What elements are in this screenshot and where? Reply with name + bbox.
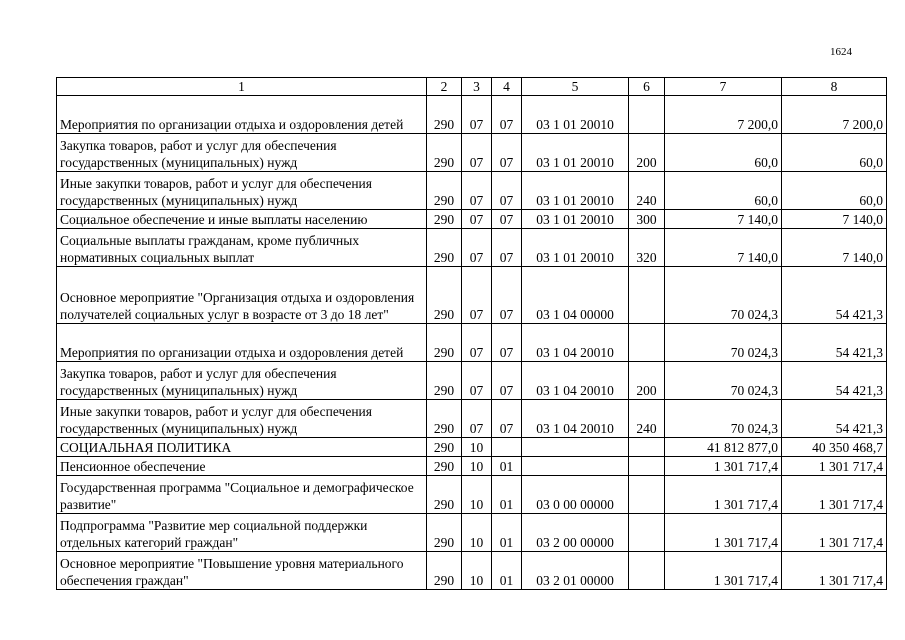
table-row: [57, 514, 887, 552]
budget-table: [56, 77, 887, 590]
row-target-article-cell: 03 1 04 20010: [522, 324, 629, 362]
row-expense-type-cell: [629, 514, 665, 552]
row-target-article-cell: 03 1 04 00000: [522, 267, 629, 324]
row-expense-type-cell: [629, 476, 665, 514]
row-admin-code-cell: 290: [427, 229, 462, 267]
row-admin-code-cell: 290: [427, 134, 462, 172]
table-row: [57, 324, 887, 362]
row-expense-type-cell: 240: [629, 172, 665, 210]
row-amount-2-cell: 54 421,3: [782, 400, 887, 438]
row-amount-2-cell: 1 301 717,4: [782, 514, 887, 552]
row-subsection-cell: 07: [492, 229, 522, 267]
row-admin-code-cell: 290: [427, 400, 462, 438]
row-subsection-cell: 01: [492, 552, 522, 590]
row-target-article-cell: 03 1 01 20010: [522, 134, 629, 172]
row-name-cell: Основное мероприятие "Организация отдыха и оздоровления получателей социальных услуг в возрасте от 3 до 18 лет": [57, 267, 427, 324]
table-row: [57, 229, 887, 267]
row-subsection-cell: 07: [492, 267, 522, 324]
row-name-cell: СОЦИАЛЬНАЯ ПОЛИТИКА: [57, 438, 427, 457]
row-expense-type-cell: [629, 552, 665, 590]
row-amount-2-cell: 1 301 717,4: [782, 457, 887, 476]
table-row: [57, 134, 887, 172]
row-amount-2-cell: 54 421,3: [782, 324, 887, 362]
row-section-cell: 07: [462, 362, 492, 400]
row-amount-1-cell: 1 301 717,4: [665, 552, 782, 590]
row-section-cell: 10: [462, 552, 492, 590]
row-admin-code-cell: 290: [427, 438, 462, 457]
table-row: [57, 476, 887, 514]
row-expense-type-cell: [629, 324, 665, 362]
page-number: 1624: [830, 46, 852, 58]
row-target-article-cell: 03 1 01 20010: [522, 96, 629, 134]
row-amount-1-cell: 7 200,0: [665, 96, 782, 134]
row-name-cell: Социальные выплаты гражданам, кроме публичных нормативных социальных выплат: [57, 229, 427, 267]
table-row: [57, 172, 887, 210]
row-expense-type-cell: [629, 267, 665, 324]
header-cell: 6: [629, 78, 665, 96]
table-header-row: [57, 78, 887, 96]
row-subsection-cell: 07: [492, 362, 522, 400]
table-row: [57, 267, 887, 324]
row-admin-code-cell: 290: [427, 457, 462, 476]
header-cell: 3: [462, 78, 492, 96]
row-amount-2-cell: 54 421,3: [782, 362, 887, 400]
row-name-cell: Подпрограмма "Развитие мер социальной поддержки отдельных категорий граждан": [57, 514, 427, 552]
header-cell: 2: [427, 78, 462, 96]
table-row: [57, 400, 887, 438]
row-admin-code-cell: 290: [427, 362, 462, 400]
row-subsection-cell: 01: [492, 514, 522, 552]
row-section-cell: 10: [462, 438, 492, 457]
header-cell: 8: [782, 78, 887, 96]
row-amount-1-cell: 1 301 717,4: [665, 514, 782, 552]
row-amount-1-cell: 70 024,3: [665, 400, 782, 438]
row-section-cell: 10: [462, 476, 492, 514]
row-target-article-cell: 03 1 04 20010: [522, 400, 629, 438]
row-subsection-cell: [492, 438, 522, 457]
row-section-cell: 07: [462, 172, 492, 210]
row-section-cell: 07: [462, 96, 492, 134]
row-name-cell: Закупка товаров, работ и услуг для обеспечения государственных (муниципальных) нужд: [57, 134, 427, 172]
row-target-article-cell: 03 1 01 20010: [522, 229, 629, 267]
row-target-article-cell: [522, 457, 629, 476]
row-target-article-cell: 03 2 01 00000: [522, 552, 629, 590]
row-expense-type-cell: [629, 457, 665, 476]
row-expense-type-cell: 300: [629, 210, 665, 229]
row-target-article-cell: 03 1 01 20010: [522, 172, 629, 210]
row-amount-2-cell: 60,0: [782, 172, 887, 210]
row-amount-2-cell: 7 140,0: [782, 210, 887, 229]
row-name-cell: Пенсионное обеспечение: [57, 457, 427, 476]
row-amount-2-cell: 1 301 717,4: [782, 476, 887, 514]
row-amount-2-cell: 40 350 468,7: [782, 438, 887, 457]
row-amount-2-cell: 60,0: [782, 134, 887, 172]
row-name-cell: Социальное обеспечение и иные выплаты населению: [57, 210, 427, 229]
row-subsection-cell: 01: [492, 476, 522, 514]
row-subsection-cell: 07: [492, 172, 522, 210]
row-name-cell: Иные закупки товаров, работ и услуг для обеспечения государственных (муниципальных) нужд: [57, 172, 427, 210]
row-section-cell: 10: [462, 514, 492, 552]
row-amount-1-cell: 60,0: [665, 172, 782, 210]
row-amount-1-cell: 70 024,3: [665, 324, 782, 362]
row-admin-code-cell: 290: [427, 476, 462, 514]
row-target-article-cell: 03 1 04 20010: [522, 362, 629, 400]
row-expense-type-cell: 240: [629, 400, 665, 438]
row-name-cell: Мероприятия по организации отдыха и оздоровления детей: [57, 324, 427, 362]
row-admin-code-cell: 290: [427, 552, 462, 590]
row-amount-1-cell: 7 140,0: [665, 229, 782, 267]
row-amount-1-cell: 1 301 717,4: [665, 476, 782, 514]
header-cell: 7: [665, 78, 782, 96]
row-amount-1-cell: 70 024,3: [665, 267, 782, 324]
table-row: [57, 96, 887, 134]
row-section-cell: 07: [462, 400, 492, 438]
row-target-article-cell: 03 2 00 00000: [522, 514, 629, 552]
header-cell: 5: [522, 78, 629, 96]
row-amount-2-cell: 7 140,0: [782, 229, 887, 267]
row-name-cell: Закупка товаров, работ и услуг для обеспечения государственных (муниципальных) нужд: [57, 362, 427, 400]
row-name-cell: Государственная программа "Социальное и демографическое развитие": [57, 476, 427, 514]
row-amount-1-cell: 41 812 877,0: [665, 438, 782, 457]
row-subsection-cell: 07: [492, 96, 522, 134]
row-target-article-cell: 03 1 01 20010: [522, 210, 629, 229]
row-subsection-cell: 07: [492, 400, 522, 438]
row-name-cell: Мероприятия по организации отдыха и оздоровления детей: [57, 96, 427, 134]
row-admin-code-cell: 290: [427, 172, 462, 210]
header-cell: 1: [57, 78, 427, 96]
table-row: [57, 210, 887, 229]
row-amount-1-cell: 1 301 717,4: [665, 457, 782, 476]
row-amount-1-cell: 70 024,3: [665, 362, 782, 400]
row-name-cell: Иные закупки товаров, работ и услуг для обеспечения государственных (муниципальных) нужд: [57, 400, 427, 438]
row-expense-type-cell: 200: [629, 362, 665, 400]
table-row: [57, 457, 887, 476]
row-section-cell: 07: [462, 324, 492, 362]
row-expense-type-cell: [629, 96, 665, 134]
row-subsection-cell: 01: [492, 457, 522, 476]
row-expense-type-cell: 200: [629, 134, 665, 172]
row-section-cell: 07: [462, 134, 492, 172]
row-admin-code-cell: 290: [427, 96, 462, 134]
row-subsection-cell: 07: [492, 134, 522, 172]
row-section-cell: 07: [462, 267, 492, 324]
row-admin-code-cell: 290: [427, 210, 462, 229]
row-amount-1-cell: 60,0: [665, 134, 782, 172]
row-amount-2-cell: 7 200,0: [782, 96, 887, 134]
row-expense-type-cell: [629, 438, 665, 457]
table-row: [57, 438, 887, 457]
header-cell: 4: [492, 78, 522, 96]
row-admin-code-cell: 290: [427, 324, 462, 362]
row-section-cell: 07: [462, 229, 492, 267]
row-subsection-cell: 07: [492, 210, 522, 229]
table-row: [57, 362, 887, 400]
row-expense-type-cell: 320: [629, 229, 665, 267]
row-target-article-cell: 03 0 00 00000: [522, 476, 629, 514]
row-amount-2-cell: 54 421,3: [782, 267, 887, 324]
row-admin-code-cell: 290: [427, 267, 462, 324]
row-admin-code-cell: 290: [427, 514, 462, 552]
row-amount-1-cell: 7 140,0: [665, 210, 782, 229]
row-section-cell: 10: [462, 457, 492, 476]
row-target-article-cell: [522, 438, 629, 457]
row-amount-2-cell: 1 301 717,4: [782, 552, 887, 590]
row-section-cell: 07: [462, 210, 492, 229]
row-name-cell: Основное мероприятие "Повышение уровня материального обеспечения граждан": [57, 552, 427, 590]
table-row: [57, 552, 887, 590]
row-subsection-cell: 07: [492, 324, 522, 362]
